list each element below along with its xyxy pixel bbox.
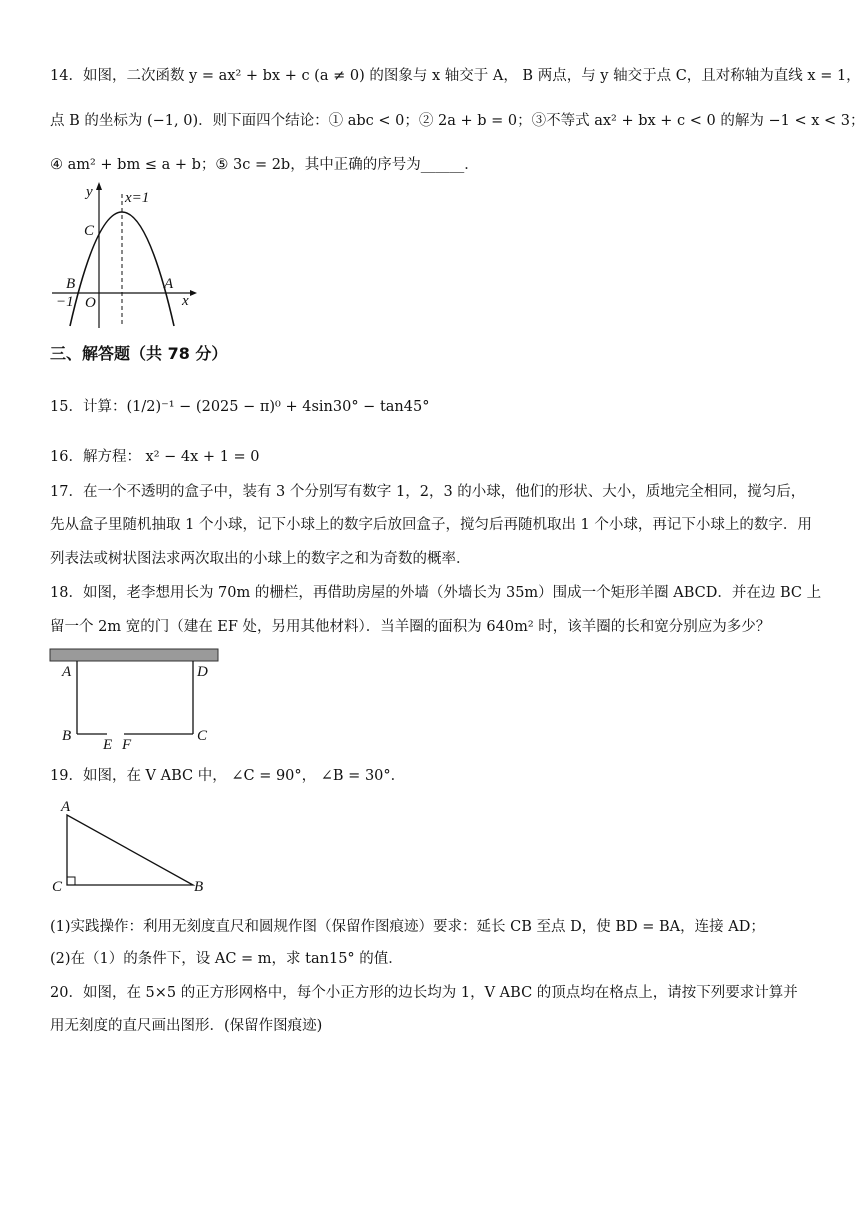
q14-label-neg1: −1 [56, 294, 74, 310]
q20-line-2: 用无刻度的直尺画出图形．(保留作图痕迹) [50, 1018, 323, 1034]
q14-label-a: A [164, 276, 174, 292]
q14-label-o: O [85, 295, 96, 311]
q17-line-1: 17．在一个不透明的盒子中，装有 3 个分别写有数字 1，2，3 的小球，他们的形状、大小，质地完全相同，搅匀后， [50, 484, 806, 500]
q19-label-a: A [61, 799, 71, 815]
q19-label-b: B [194, 879, 204, 895]
section-heading: 三、解答题（共 78 分） [50, 344, 228, 363]
q18-label-c: C [197, 728, 208, 744]
q19-part-2: (2)在（1）的条件下，设 AC = m，求 tan15° 的值． [50, 951, 403, 967]
q18-label-a: A [62, 664, 72, 680]
q16-line: 16．解方程： x² − 4x + 1 = 0 [50, 449, 260, 465]
q19-triangle [67, 815, 193, 885]
q19-line-1: 19．如图，在 V ABC 中， ∠C = 90°， ∠B = 30°． [50, 768, 406, 784]
q18-label-b: B [62, 728, 72, 744]
q18-label-e: E [103, 737, 113, 753]
q18-label-d: D [197, 664, 208, 680]
q18-line-1: 18．如图，老李想用长为 70m 的栅栏，再借助房屋的外墙（外墙长为 35m）围成一个矩形羊圈 ABCD．并在边 BC 上 [50, 585, 822, 601]
q18-house-wall [50, 649, 218, 661]
q14-parabola-figure [52, 180, 202, 330]
q20-line-1: 20．如图，在 5×5 的正方形网格中，每个小正方形的边长均为 1，V ABC 的顶点均在格点上，请按下列要求计算并 [50, 985, 798, 1001]
q14-label-y: y [86, 184, 93, 200]
q14-label-b: B [66, 276, 76, 292]
q14-y-axis-arrow [96, 182, 102, 190]
q17-line-2: 先从盒子里随机抽取 1 个小球，记下小球上的数字后放回盒子，搅匀后再随机取出 1 个小球，再记下小球上的数字．用 [50, 517, 812, 533]
q14-line-1: 14．如图，二次函数 y = ax² + bx + c (a ≠ 0) 的图象与 x 轴交于 A， B 两点，与 y 轴交于点 C，且对称轴为直线 x = 1， [50, 68, 861, 84]
q14-label-c: C [84, 223, 95, 239]
q17-line-3: 列表法或树状图法求两次取出的小球上的数字之和为奇数的概率． [50, 551, 471, 567]
q14-label-axis: x=1 [125, 190, 150, 206]
q18-line-2: 留一个 2m 宽的门（建在 EF 处，另用其他材料）．当羊圈的面积为 640m² 时，该羊圈的长和宽分别应为多少？ [50, 619, 771, 635]
q14-line-3: ④ am² + bm ≤ a + b；⑤ 3c = 2b，其中正确的序号为______． [50, 157, 479, 173]
q19-right-angle-mark [67, 877, 75, 885]
q19-triangle-figure [50, 797, 220, 897]
q18-label-f: F [122, 737, 132, 753]
q18-sheep-pen-figure [50, 645, 240, 755]
q19-part-1: (1)实践操作：利用无刻度直尺和圆规作图（保留作图痕迹）要求：延长 CB 至点 D，使 BD = BA，连接 AD； [50, 919, 765, 935]
q15-line: 15．计算：(1/2)⁻¹ − (2025 − π)⁰ + 4sin30° − tan45° [50, 399, 430, 415]
q19-label-c: C [52, 879, 63, 895]
q14-line-2: 点 B 的坐标为 (−1, 0)．则下面四个结论：① abc < 0；② 2a + b = 0；③不等式 ax² + bx + c < 0 的解为 −1 < x < 3； [50, 113, 865, 129]
q14-label-x: x [182, 293, 189, 309]
q14-x-axis-arrow [190, 290, 197, 296]
